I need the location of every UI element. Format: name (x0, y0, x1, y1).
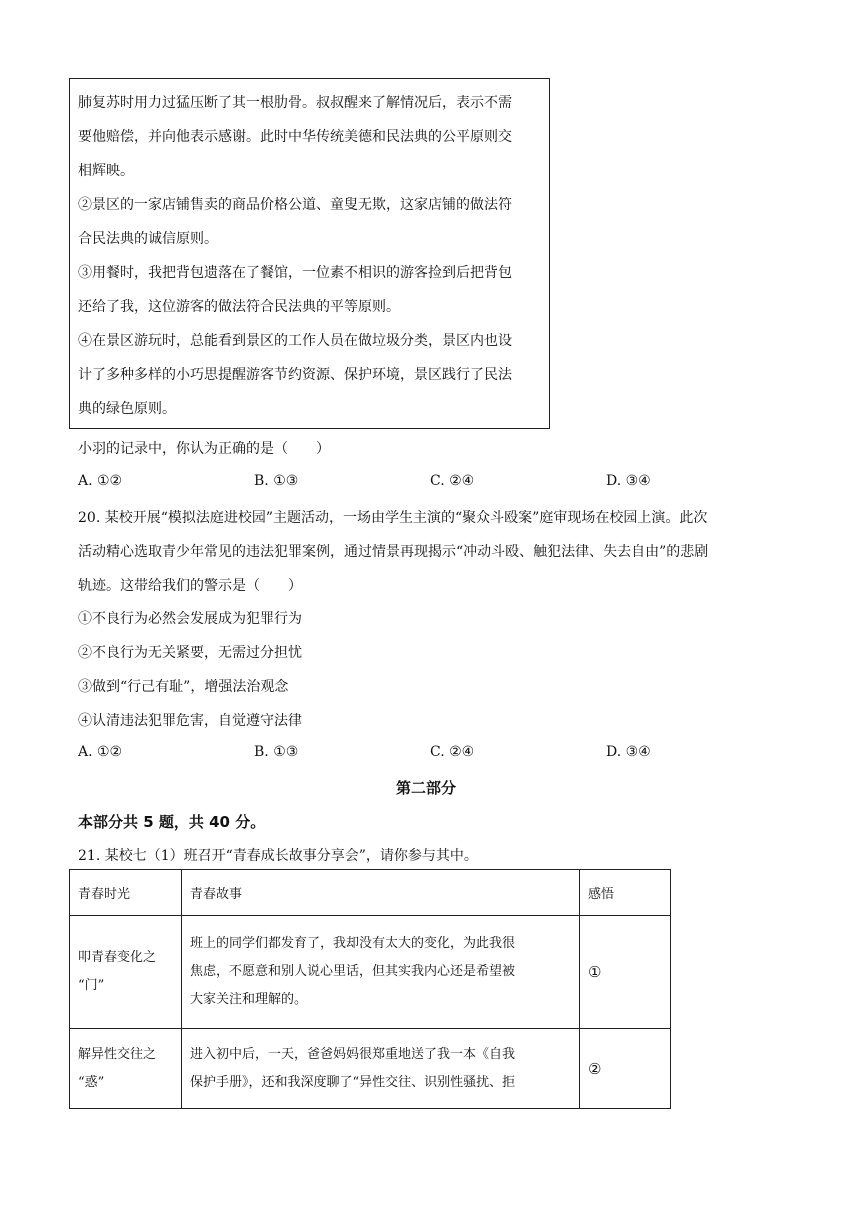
time-text: 叩青春变化之 (78, 950, 157, 965)
story-text: 焦虑，不愿意和别人说心里话，但其实我内心还是希望被 (190, 964, 516, 979)
header-cell-story: 青春故事 (182, 870, 580, 916)
q21-question: 21. 某校七（1）班召开“青春成长故事分享会”，请你参与其中。 (78, 848, 478, 864)
material-line: 合民法典的诚信原则。 (78, 231, 218, 247)
q19-question: 小羽的记录中，你认为正确的是（ ） (78, 441, 330, 457)
time-cell (70, 1029, 182, 1109)
q19-option-d[interactable]: D. ③④ (606, 473, 651, 489)
q19-option-a[interactable]: A. ①② (78, 473, 123, 489)
story-text: 进入初中后，一天，爸爸妈妈很郑重地送了我一本《自我 (190, 1046, 516, 1062)
material-line: ③用餐时，我把背包遗落在了餐馆，一位素不相识的游客捡到后把背包 (78, 265, 512, 281)
insight-cell[interactable]: ② (580, 1029, 671, 1109)
q20-option-c[interactable]: C. ②④ (430, 744, 475, 760)
table-row (70, 1029, 671, 1109)
q20-stem-line: 活动精心选取青少年常见的违法犯罪案例，通过情景再现揭示“冲动斗殴、触犯法律、失去自由”的悲剧 (78, 544, 709, 560)
time-cell (70, 916, 182, 1029)
q20-option-d[interactable]: D. ③④ (606, 744, 651, 760)
material-line: 相辉映。 (78, 163, 134, 179)
material-line: ④在景区游玩时，总能看到景区的工作人员在做垃圾分类，景区内也设 (78, 333, 512, 349)
material-line: 肺复苏时用力过猛压断了其一根肋骨。叔叔醒来了解情况后，表示不需 (78, 95, 512, 111)
header-cell-time: 青春时光 (70, 870, 182, 916)
q20-statement: ④认清违法犯罪危害，自觉遵守法律 (78, 713, 302, 729)
material-line: 要他赔偿，并向他表示感谢。此时中华传统美德和民法典的公平原则交 (78, 129, 512, 145)
q19-option-b[interactable]: B. ①③ (254, 473, 299, 489)
q20-option-a[interactable]: A. ①② (78, 744, 123, 760)
story-text: 班上的同学们都发育了，我却没有太大的变化，为此我很 (190, 936, 516, 951)
header-cell-insight: 感悟 (580, 870, 671, 916)
part-title: 第二部分 (396, 779, 457, 797)
q19-option-c[interactable]: C. ②④ (430, 473, 475, 489)
q20-statement: ①不良行为必然会发展成为犯罪行为 (78, 611, 302, 627)
table-row (70, 916, 671, 1029)
material-line: 还给了我，这位游客的做法符合民法典的平等原则。 (78, 299, 400, 315)
q20-statement: ③做到“行己有耻”，增强法治观念 (78, 679, 289, 695)
q20-stem-line: 轨迹。这带给我们的警示是（ ） (78, 578, 302, 594)
time-text: “惑” (78, 1074, 105, 1090)
q20-statement: ②不良行为无关紧要，无需过分担忧 (78, 645, 302, 661)
time-text: “门” (78, 978, 105, 993)
story-cell (182, 916, 580, 1029)
table-header-row (70, 870, 671, 916)
story-table (69, 869, 671, 1109)
story-cell (182, 1029, 580, 1109)
part-subtitle: 本部分共 5 题，共 40 分。 (78, 813, 266, 831)
story-text: 大家关注和理解的。 (190, 992, 308, 1007)
q20-stem-line: 20. 某校开展“模拟法庭进校园”主题活动，一场由学生主演的“聚众斗殴案”庭审现场在校园上演。此次 (78, 510, 708, 526)
material-line: 典的绿色原则。 (78, 401, 176, 417)
story-text: 保护手册》，还和我深度聊了“异性交往、识别性骚扰、拒 (190, 1074, 516, 1090)
insight-cell[interactable]: ① (580, 916, 671, 1029)
time-text: 解异性交往之 (78, 1046, 157, 1062)
material-line: ②景区的一家店铺售卖的商品价格公道、童叟无欺，这家店铺的做法符 (78, 197, 512, 213)
material-line: 计了多种多样的小巧思提醒游客节约资源、保护环境，景区践行了民法 (78, 367, 512, 383)
q20-option-b[interactable]: B. ①③ (254, 744, 299, 760)
